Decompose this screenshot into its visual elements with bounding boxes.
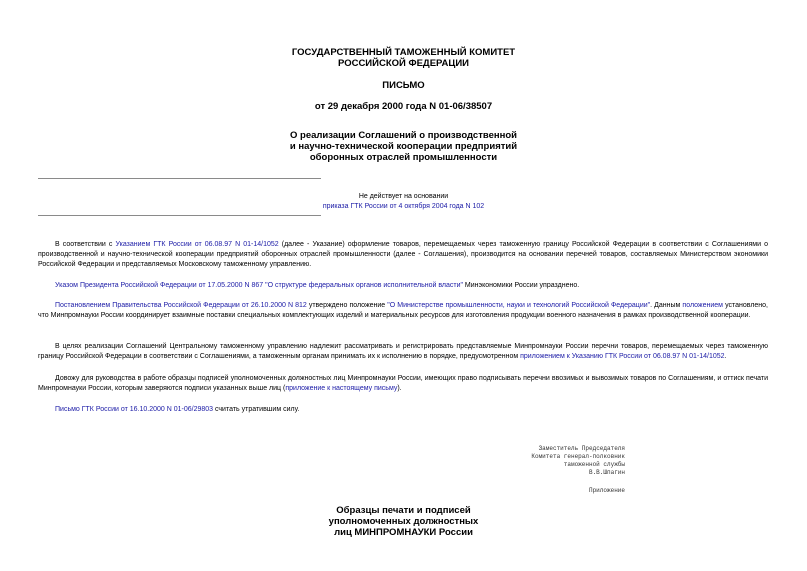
link-prilozhenie-pismo[interactable]: приложение к настоящему письму xyxy=(285,385,398,392)
status-link-wrap xyxy=(0,202,807,211)
paragraph: Постановлением Правительства Российской Федерации от 26.10.2000 N 812 утверждено положение "О Министерстве промышленности, науки и технологий Российской Федерации". Данным положением установлено, что Минпромнауки России координирует взаимные поставки специальных комплектующих изделий и материальных ресурсов для изготовления продукции военного назначения в рамках производственной кооперации. xyxy=(38,302,769,319)
status-link[interactable]: приказа ГТК России от 4 октября 2004 года N 102 xyxy=(322,203,485,210)
signature-title: Заместитель Председателя xyxy=(538,445,625,452)
organization-country: РОССИЙСКОЙ ФЕДЕРАЦИИ xyxy=(337,58,469,69)
document-header xyxy=(0,47,807,69)
status-text: Не действует на основании xyxy=(358,193,449,200)
signature-name: В.В.Шпагин xyxy=(588,469,625,476)
link-polozhenie-title[interactable]: "О Министерстве промышленности, науки и технологий Российской Федерации" xyxy=(387,302,651,309)
link-ukazanie[interactable]: Указанием ГТК России от 06.08.97 N 01-14/1052 xyxy=(115,241,279,248)
appendix-title: Образцы печати и подписей уполномоченных должностных лиц МИНПРОМНАУКИ России xyxy=(328,505,479,538)
link-pismo-gtk[interactable]: Письмо ГТК России от 16.10.2000 N 01-06/29803 xyxy=(55,406,214,413)
paragraph: Письмо ГТК России от 16.10.2000 N 01-06/29803 считать утратившим силу. xyxy=(55,406,300,413)
subject-line: О реализации Соглашений о производственной xyxy=(290,130,517,141)
appendix-label: Приложение xyxy=(588,487,625,494)
subject-line: и научно-технической кооперации предприятий xyxy=(289,141,518,152)
document-subject xyxy=(0,130,807,163)
signature-service: таможенной службы xyxy=(563,461,625,468)
document-date: от 29 декабря 2000 года N 01-06/38507 xyxy=(314,101,493,112)
link-ukaz-prezidenta[interactable]: Указом Президента Российской Федерации от 17.05.2000 N 867 "О структуре федеральных органов исполнительной власти" xyxy=(55,282,463,289)
subject-line: оборонных отраслей промышленности xyxy=(309,152,498,163)
link-postanovlenie[interactable]: Постановлением Правительства Российской Федерации от 26.10.2000 N 812 xyxy=(55,302,307,309)
link-polozhenie[interactable]: положением xyxy=(682,302,723,309)
organization-name: ГОСУДАРСТВЕННЫЙ ТАМОЖЕННЫЙ КОМИТЕТ xyxy=(291,47,516,58)
paragraph: В соответствии с Указанием ГТК России от 06.08.97 N 01-14/1052 (далее - Указание) оформление товаров, перемещаемых через таможенную границу Российской Федерации в соответствии с Соглашениями о производственной и научно-технической кооперации предприятий оборонных отраслей промышленности (далее - Соглашения), производится на основании перечней товаров, составляемых Министерством экономики Российской Федерации и представляемых Московскому таможенному управлению. xyxy=(38,241,768,268)
link-prilozhenie-ukazanie[interactable]: приложением к Указанию ГТК России от 06.08.97 N 01-14/1052 xyxy=(520,353,725,360)
signature-rank: Комитета генерал-полковник xyxy=(531,453,625,460)
divider xyxy=(38,215,321,216)
paragraph: В целях реализации Соглашений Центральному таможенному управлению надлежит рассматривать и регистрировать представляемые Минпромнауки России перечни товаров, перемещаемых через таможенную границу Российской Федерации в соответствии с Соглашениями, а таможенным органам принимать их к исполнению в порядке, предусмотренном приложением к Указанию ГТК России от 06.08.97 N 01-14/1052. xyxy=(38,343,768,360)
document-type: ПИСЬМО xyxy=(382,80,425,91)
paragraph: Довожу для руководства в работе образцы подписей уполномоченных должностных лиц Минпромнауки России, имеющих право подписывать перечни ввозимых и вывозимых товаров по Соглашениям, и оттиск печати Минпромнауки России, которым заверяются подписи указанных выше лиц (приложение к настоящему письму). xyxy=(38,375,768,392)
divider xyxy=(38,178,321,179)
paragraph: Указом Президента Российской Федерации от 17.05.2000 N 867 "О структуре федеральных органов исполнительной власти" Минэкономики России упразднено. xyxy=(55,282,580,289)
